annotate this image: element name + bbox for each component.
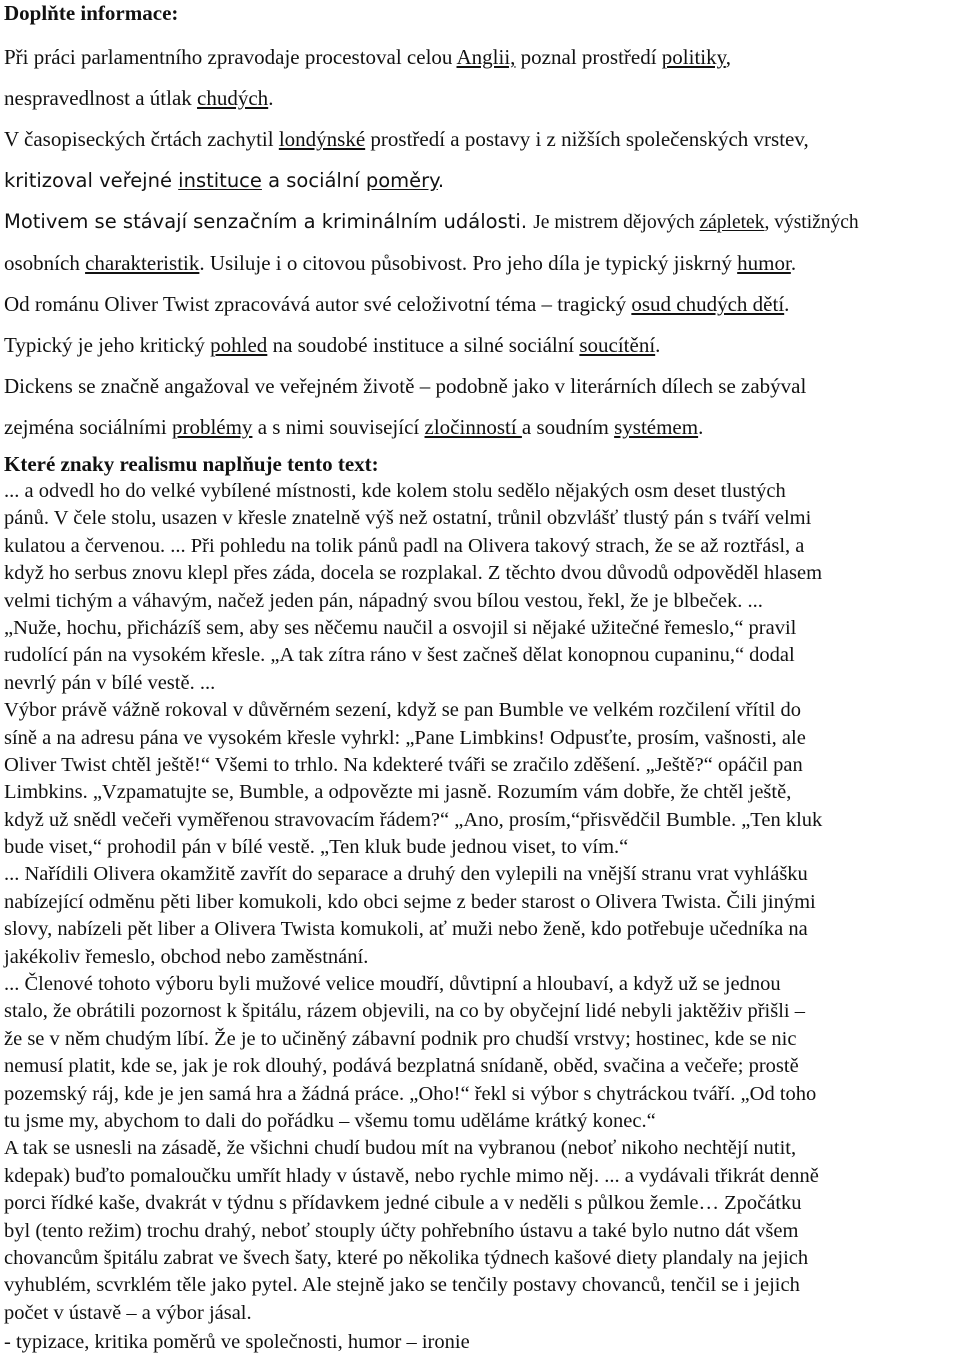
excerpt-line: ... Členové tohoto výboru byli mužové velice moudří, důvtipní a hloubaví, a když už se jednou [4, 973, 781, 996]
fill-in-text: prostředí a postavy i z nižších společenských vrstev, [365, 127, 809, 151]
filled-blank: poměry [365, 169, 438, 192]
fill-in-text: a sociální [261, 169, 366, 192]
excerpt-line: ... a odvedl ho do velké vybílené místnosti, kde kolem stolu sedělo nějakých osm deset tlustých [4, 480, 786, 502]
fill-in-text: . [268, 86, 274, 110]
excerpt-line: slovy, nabízeli pět liber a Olivera Twista komukoli, ať muži nebo ženě, kdo potřebuje učedníka na [4, 918, 808, 941]
fill-in-line [4, 284, 956, 325]
excerpt-line: porci řídké kaše, dvakrát v týdnu s přídavkem jedné cibule a v neděli s půlkou žemle… Zpočátku [4, 1192, 802, 1215]
excerpt-line: Oliver Twist chtěl ještě!“ Všemi to trhlo. Na kdekteré tváři se zračilo zděšení. „Ještě?“ opáčil pan [4, 753, 803, 776]
filled-blank: politiky [661, 45, 726, 69]
fill-in-line [4, 160, 956, 201]
excerpt-line: rudolící pán na vysokém křesle. „A tak zítra ráno v šest začneš dělat konopnou cupaninu,“ dodal [4, 644, 795, 667]
fill-in-text: . [790, 251, 797, 275]
filled-blank: soucítění [579, 333, 656, 357]
realism-question-heading: Které znaky realismu naplňuje tento text: [4, 452, 379, 476]
excerpt-line: bude viset,“ prohodil pán v bílé vestě. „Ten kluk bude jednou viset, to vím.“ [4, 836, 629, 859]
fill-in-text: Je mistrem dějových [533, 212, 700, 233]
fill-in-text: , výstižných [764, 212, 859, 233]
excerpt-line: když už snědl večeři vyměřenou stravovacím řádem?“ „Ano, prosím,“přisvědčil Bumble. „Ten kluk [4, 808, 823, 831]
fill-in-text: . [784, 292, 790, 316]
filled-blank: osud chudých dětí [631, 292, 785, 316]
fill-in-text: , [725, 45, 732, 69]
filled-blank: problémy [171, 415, 253, 439]
answer-line: - typizace, kritika poměrů ve společnosti, humor – ironie [4, 1331, 470, 1353]
excerpt-line: stalo, že obrátili pozornost k špitálu, rázem objevili, na co by obyčejní lidé nebyli jaktěživ přišli – [4, 1000, 806, 1023]
excerpt-line: když ho serbus znovu klepl přes záda, docela se rozplakal. Z těchto dvou důvodů odpověděl hlasem [4, 562, 823, 585]
excerpt-line: vyhublém, scvrklém těle jako pytel. Ale stejně jako se tenčily postavy chovanců, tenčil se i jejich [4, 1274, 800, 1297]
filled-blank: londýnské [278, 127, 366, 151]
excerpt-line: nevrlý pán v bílé vestě. ... [4, 671, 216, 694]
filled-blank: humor [737, 251, 791, 275]
fill-in-text: na soudobé instituce a silné sociální [267, 333, 580, 357]
filled-blank: chudých [197, 86, 269, 110]
fill-in-text: . [437, 169, 445, 192]
fill-in-text: . Usiluje i o citovou působivost. Pro jeho díla je typický jiskrný [199, 251, 738, 275]
fill-in-text: . [655, 333, 661, 357]
excerpt-line: velmi tichým a váhavým, načež jeden pán, nápadný svou bílou vestou, řekl, že je blbeček. ... [4, 589, 763, 612]
excerpt-line: kdepak) buďto pomaloučku umřít hlady v ústavě, nebo rychle mimo něj. ... a vydávali třikrát denně [4, 1164, 819, 1187]
fill-in-line [4, 201, 956, 243]
excerpt-line: kulatou a červenou. ... Při pohledu na tolik pánů padl na Olivera takový strach, že se až roztřásl, a [4, 534, 805, 557]
fill-in-text: Typický je jeho kritický [4, 333, 211, 357]
excerpt-line: pánů. V čele stolu, usazen v křesle znatelně výš než ostatní, trůnil obzvlášť tlustý pán s tváří velmi [4, 507, 812, 530]
excerpt-line: A tak se usnesli na zásadě, že všichni chudí budou mít na vybranou (neboť nikoho nechtějí nutit, [4, 1137, 797, 1160]
excerpt-line: ... Nařídili Olivera okamžitě zavřít do separace a druhý den vylepili na vnější stranu vrat vyhlášku [4, 863, 808, 886]
fill-in-text: Dickens se značně angažoval ve veřejném životě – podobně jako v literárních dílech se zabýval [4, 374, 807, 398]
fill-in-text: a soudním [521, 415, 615, 439]
excerpt-line: nemusí platit, kde se, jak je rok dlouhý, podává bezplatná snídaně, oběd, svačina a večeře; prostě [4, 1055, 799, 1078]
fill-in-heading: Doplňte informace: [4, 1, 179, 25]
fill-in-text: Motivem se stávají senzačním a kriminálním události. [4, 210, 534, 233]
fill-in-text: Při práci parlamentního zpravodaje procestoval celou [4, 45, 457, 69]
filled-blank: Anglii, [456, 45, 516, 69]
excerpt-line: Výbor právě vážně rokoval v důvěrném sezení, když se pan Bumble ve velkém rozčilení vřítil do [4, 699, 801, 722]
excerpt-line: pozemský ráj, kde je jen samá hra a žádná práce. „Oho!“ řekl si výbor s chytráckou tváří. „Od toho [4, 1082, 817, 1105]
excerpt-line: počet v ústavě – a výbor jásal. [4, 1301, 252, 1324]
excerpt-line: Limbkins. „Vzpamatujte se, Bumble, a odpovězte mi jasně. Rozumím vám dobře, že chtěl ještě, [4, 781, 792, 804]
fill-in-line [4, 407, 956, 448]
fill-in-line [4, 119, 956, 160]
fill-in-text: kritizoval veřejné [4, 169, 179, 192]
filled-blank: zápletek [699, 212, 765, 233]
fill-in-text: . [698, 415, 704, 439]
fill-in-line [4, 78, 956, 119]
filled-blank: systémem [614, 415, 699, 439]
fill-in-line [4, 366, 956, 407]
fill-in-text: Od románu Oliver Twist zpracovává autor své celoživotní téma – tragický [4, 292, 632, 316]
fill-in-text: a s nimi související [252, 415, 425, 439]
fill-in-line [4, 325, 956, 366]
excerpt-line: tu jsme my, abychom to dali do pořádku – všemu tomu uděláme krátký konec.“ [4, 1109, 656, 1132]
oliver-twist-excerpt [4, 478, 956, 1327]
fill-in-text: osobních [4, 251, 86, 275]
excerpt-line: byl (tento režim) trochu drahý, neboť stouply účty pohřebního ústavu a také bylo nutno dát všem [4, 1219, 799, 1242]
fill-in-text: V časopiseckých črtách zachytil [4, 127, 279, 151]
fill-in-text: zejména sociálními [4, 415, 172, 439]
fill-in-paragraph [4, 37, 956, 448]
fill-in-text: nespravedlnost a útlak [4, 86, 198, 110]
excerpt-line: že se v něm chudým líbí. Že je to učiněný zábavní podnik pro chudší vrstvy; hostinec, kde se nic [4, 1027, 797, 1050]
excerpt-line: „Nuže, hochu, přicházíš sem, aby ses něčemu naučil a osvojil si nějaké užitečné řemeslo,“ pravil [4, 616, 797, 639]
excerpt-line: jakékoliv řemeslo, obchod nebo zaměstnání. [4, 945, 369, 968]
fill-in-text: poznal prostředí [515, 45, 662, 69]
filled-blank: zločinností [424, 415, 522, 439]
excerpt-line: síně a na adresu pána ve vysokém křesle vyhrkl: „Pane Limbkins! Odpusťte, prosím, vašnosti, ale [4, 726, 806, 749]
filled-blank: charakteristik [85, 251, 200, 275]
filled-blank: instituce [178, 169, 262, 192]
fill-in-line [4, 243, 956, 284]
excerpt-line: nabízející odměnu pěti liber komukoli, kdo obci sejme z beder starost o Olivera Twista. Čili jinými [4, 890, 816, 913]
fill-in-line [4, 37, 956, 78]
filled-blank: pohled [210, 333, 268, 357]
excerpt-line: chovancům špitálu zabrat ve švech šaty, které po několika týdnech kašové diety plandaly na jejich [4, 1246, 809, 1269]
